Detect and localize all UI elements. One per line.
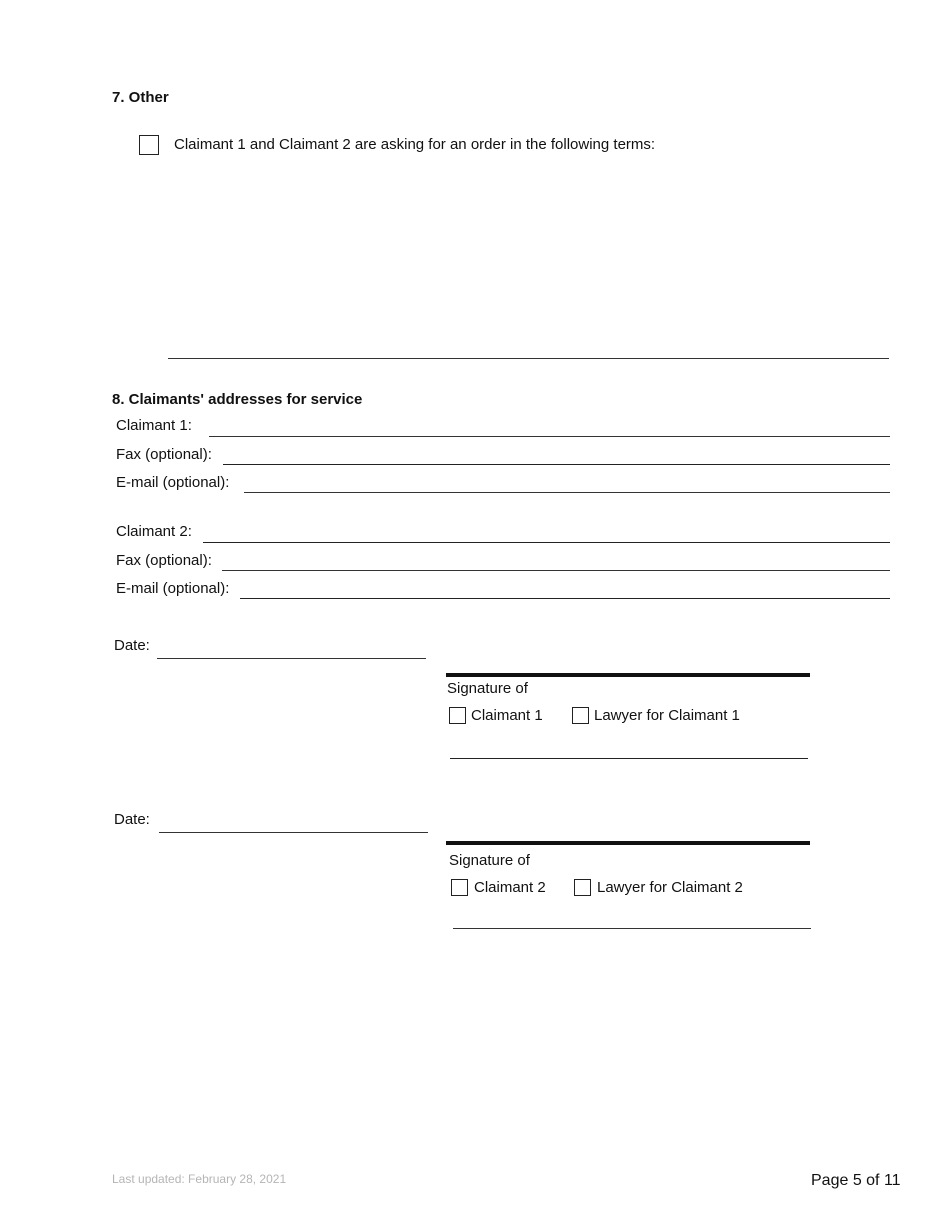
claimant2-fax-field[interactable]	[222, 570, 890, 571]
signature2-date-label: Date:	[114, 811, 150, 828]
signature2-lawyer-checkbox[interactable]	[574, 879, 591, 896]
claimant2-address-field[interactable]	[203, 542, 890, 543]
signature1-line[interactable]	[446, 673, 810, 677]
order-terms-label: Claimant 1 and Claimant 2 are asking for an order in the following terms:	[174, 136, 656, 153]
order-terms-field[interactable]	[168, 358, 889, 359]
claimant2-email-field[interactable]	[240, 598, 890, 599]
signature1-date-field[interactable]	[157, 658, 426, 659]
claimant1-fax-field[interactable]	[223, 464, 890, 465]
signature2-signature-of: Signature of	[449, 852, 530, 869]
claimant1-email-label: E-mail (optional):	[116, 474, 230, 491]
signature2-line[interactable]	[446, 841, 810, 845]
claimant1-address-field[interactable]	[209, 436, 890, 437]
signature1-name-field[interactable]	[450, 758, 808, 759]
signature1-signature-of: Signature of	[447, 680, 528, 697]
signature2-claimant-label: Claimant 2	[474, 879, 546, 896]
claimant1-fax-label: Fax (optional):	[116, 446, 212, 463]
order-terms-checkbox[interactable]	[139, 135, 159, 155]
signature2-lawyer-label: Lawyer for Claimant 2	[597, 879, 743, 896]
signature1-claimant-label: Claimant 1	[471, 707, 543, 724]
signature2-claimant-checkbox[interactable]	[451, 879, 468, 896]
signature1-lawyer-label: Lawyer for Claimant 1	[594, 707, 740, 724]
page-number: Page 5 of 11	[811, 1172, 901, 1189]
signature1-lawyer-checkbox[interactable]	[572, 707, 589, 724]
last-updated: Last updated: February 28, 2021	[112, 1172, 287, 1186]
section-7-heading: 7. Other	[112, 89, 169, 106]
section-8-heading: 8. Claimants' addresses for service	[112, 391, 363, 408]
claimant1-address-label: Claimant 1:	[116, 417, 192, 434]
claimant2-address-label: Claimant 2:	[116, 523, 192, 540]
signature1-date-label: Date:	[114, 637, 150, 654]
claimant1-email-field[interactable]	[244, 492, 890, 493]
signature2-name-field[interactable]	[453, 928, 811, 929]
claimant2-fax-label: Fax (optional):	[116, 552, 212, 569]
claimant2-email-label: E-mail (optional):	[116, 580, 230, 597]
signature2-date-field[interactable]	[159, 832, 428, 833]
signature1-claimant-checkbox[interactable]	[449, 707, 466, 724]
